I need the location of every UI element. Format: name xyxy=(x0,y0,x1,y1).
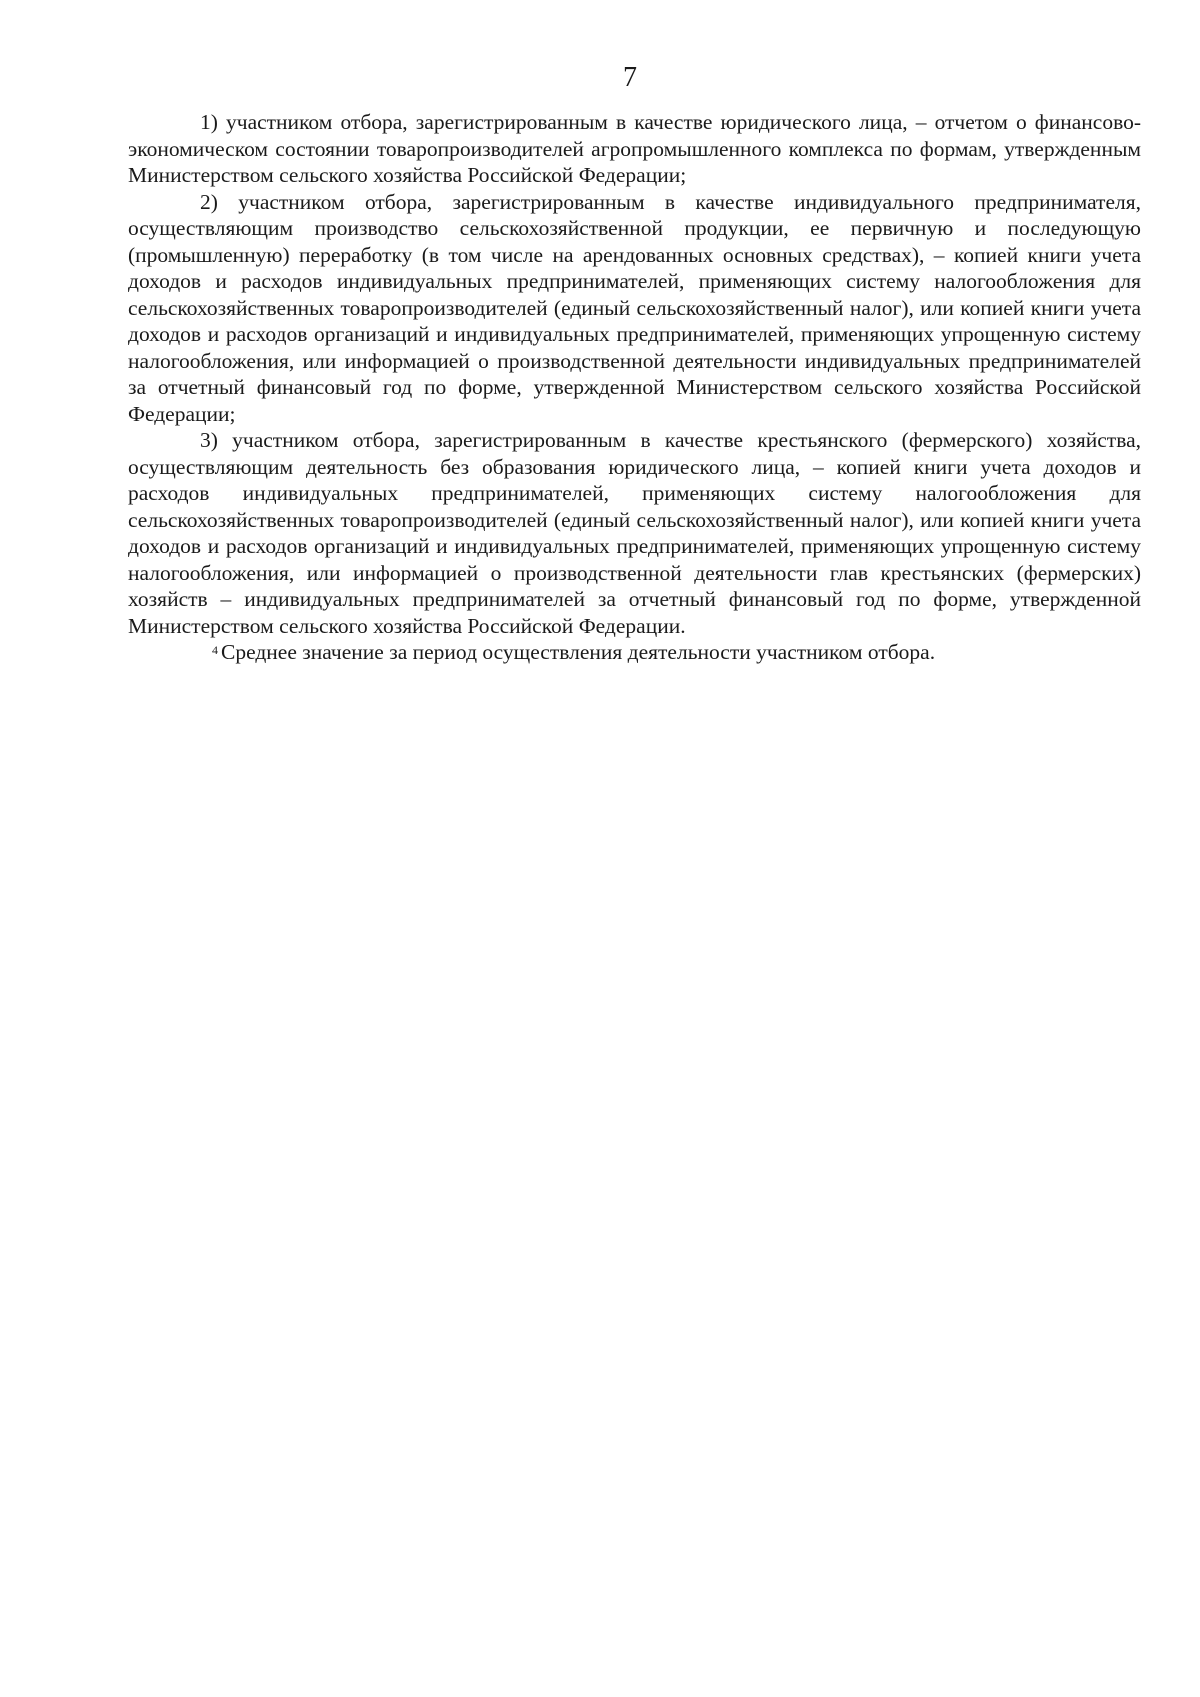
page-number: 7 xyxy=(623,62,637,93)
footnote xyxy=(128,639,1141,666)
document-body xyxy=(128,109,1141,666)
footnote-text: Среднее значение за период осуществления деятельности участником отбора. xyxy=(221,640,936,664)
paragraph-item-1: 1) участником отбора, зарегистрированным в качестве юридического лица, – отчетом о финансово-экономическом состоянии товаропроизводителей агропромышленного комплекса по формам, утвержденным Министерством сельского хозяйства Российской Федерации; xyxy=(128,110,1141,187)
paragraph-item-3: 3) участником отбора, зарегистрированным в качестве крестьянского (фермерского) хозяйства, осуществляющим деятельность без образования юридического лица, – копией книги учета доходов и расходов индивидуальных предпринимателей, применяющих систему налогообложения для сельскохозяйственных товаропроизводителей (единый сельскохозяйственный налог), или копией книги учета доходов и расходов организаций и индивидуальных предпринимателей, применяющих упрощенную систему налогообложения, или информацией о производственной деятельности глав крестьянских (фермерских) хозяйств – индивидуальных предпринимателей за отчетный финансовый год по форме, утвержденной Министерством сельского хозяйства Российской Федерации. xyxy=(128,428,1141,638)
footnote-marker: 4 xyxy=(212,643,218,657)
paragraph-item-2: 2) участником отбора, зарегистрированным в качестве индивидуального предпринимателя, осуществляющим производство сельскохозяйственной продукции, ее первичную и последующую (промышленную) переработку (в том числе на арендованных основных средствах), – копией книги учета доходов и расходов индивидуальных предпринимателей, применяющих систему налогообложения для сельскохозяйственных товаропроизводителей (единый сельскохозяйственный налог), или копией книги учета доходов и расходов организаций и индивидуальных предпринимателей, применяющих упрощенную систему налогообложения, или информацией о производственной деятельности индивидуальных предпринимателей за отчетный финансовый год по форме, утвержденной Министерством сельского хозяйства Российской Федерации; xyxy=(128,189,1141,426)
